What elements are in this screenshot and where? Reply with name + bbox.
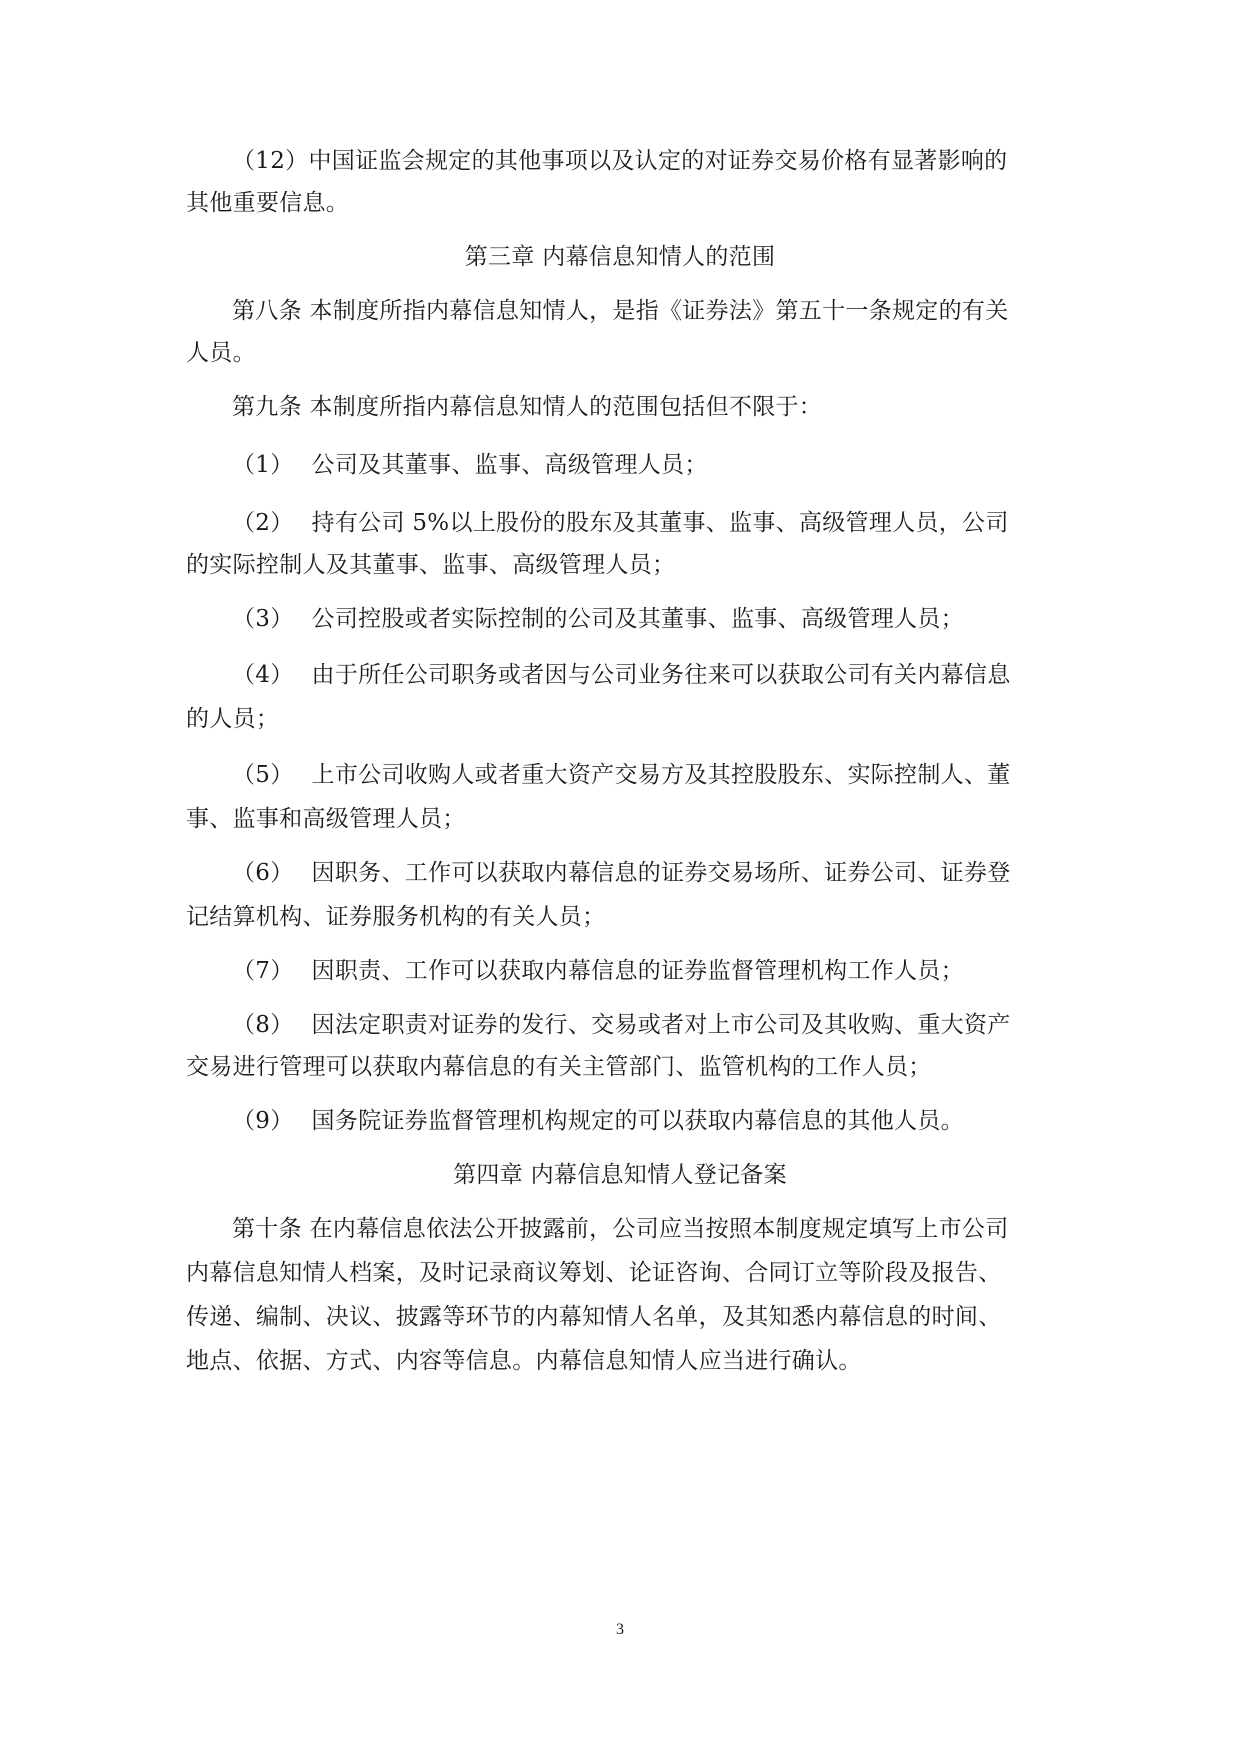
item-number: （1） bbox=[232, 452, 294, 478]
list-item-9: （9） 国务院证券监督管理机构规定的可以获取内幕信息的其他人员。 bbox=[232, 1108, 964, 1134]
item-number: （12） bbox=[232, 148, 309, 174]
list-item-4-cont: 的人员； bbox=[186, 706, 280, 732]
list-item-5: （5） 上市公司收购人或者重大资产交易方及其控股股东、实际控制人、董 bbox=[232, 762, 1011, 788]
list-item-2-cont: 的实际控制人及其董事、监事、高级管理人员； bbox=[186, 552, 676, 578]
article-10-line1: 第十条 在内幕信息依法公开披露前，公司应当按照本制度规定填写上市公司 bbox=[232, 1216, 1009, 1242]
item-number: （5） bbox=[232, 762, 294, 788]
item-12-line1: （12）中国证监会规定的其他事项以及认定的对证券交易价格有显著影响的 bbox=[232, 148, 1008, 174]
list-item-3: （3） 公司控股或者实际控制的公司及其董事、监事、高级管理人员； bbox=[232, 606, 964, 632]
list-item-6: （6） 因职务、工作可以获取内幕信息的证券交易场所、证券公司、证券登 bbox=[232, 860, 1011, 886]
item-number: （6） bbox=[232, 860, 294, 886]
list-item-7: （7） 因职责、工作可以获取内幕信息的证券监督管理机构工作人员； bbox=[232, 958, 964, 984]
article-10-line2: 内幕信息知情人档案，及时记录商议筹划、论证咨询、合同订立等阶段及报告、 bbox=[186, 1260, 1002, 1286]
article-10-line4: 地点、依据、方式、内容等信息。内幕信息知情人应当进行确认。 bbox=[186, 1348, 862, 1374]
chapter-heading-4: 第四章 内幕信息知情人登记备案 bbox=[453, 1162, 787, 1188]
item-12-line2: 其他重要信息。 bbox=[186, 190, 350, 216]
chapter-heading-3: 第三章 内幕信息知情人的范围 bbox=[464, 244, 776, 270]
list-item-8: （8） 因法定职责对证券的发行、交易或者对上市公司及其收购、重大资产 bbox=[232, 1012, 1011, 1038]
list-item-2: （2） 持有公司 5%以上股份的股东及其董事、监事、高级管理人员，公司 bbox=[232, 510, 1009, 536]
item-number: （3） bbox=[232, 606, 294, 632]
list-item-6-cont: 记结算机构、证券服务机构的有关人员； bbox=[186, 904, 606, 930]
article-8-line2: 人员。 bbox=[186, 340, 256, 366]
item-number: （7） bbox=[232, 958, 294, 984]
list-item-1: （1） 公司及其董事、监事、高级管理人员； bbox=[232, 452, 708, 478]
list-item-8-cont: 交易进行管理可以获取内幕信息的有关主管部门、监管机构的工作人员； bbox=[186, 1054, 932, 1080]
article-8-line1: 第八条 本制度所指内幕信息知情人，是指《证券法》第五十一条规定的有关 bbox=[232, 298, 1009, 324]
item-number: （4） bbox=[232, 662, 294, 688]
article-9-line1: 第九条 本制度所指内幕信息知情人的范围包括但不限于： bbox=[232, 394, 823, 420]
list-item-4: （4） 由于所任公司职务或者因与公司业务往来可以获取公司有关内幕信息 bbox=[232, 662, 1011, 688]
page-number: 3 bbox=[616, 1621, 624, 1638]
item-number: （2） bbox=[232, 510, 294, 536]
article-10-line3: 传递、编制、决议、披露等环节的内幕知情人名单，及其知悉内幕信息的时间、 bbox=[186, 1304, 1002, 1330]
item-number: （9） bbox=[232, 1108, 294, 1134]
item-number: （8） bbox=[232, 1012, 294, 1038]
list-item-5-cont: 事、监事和高级管理人员； bbox=[186, 806, 466, 832]
